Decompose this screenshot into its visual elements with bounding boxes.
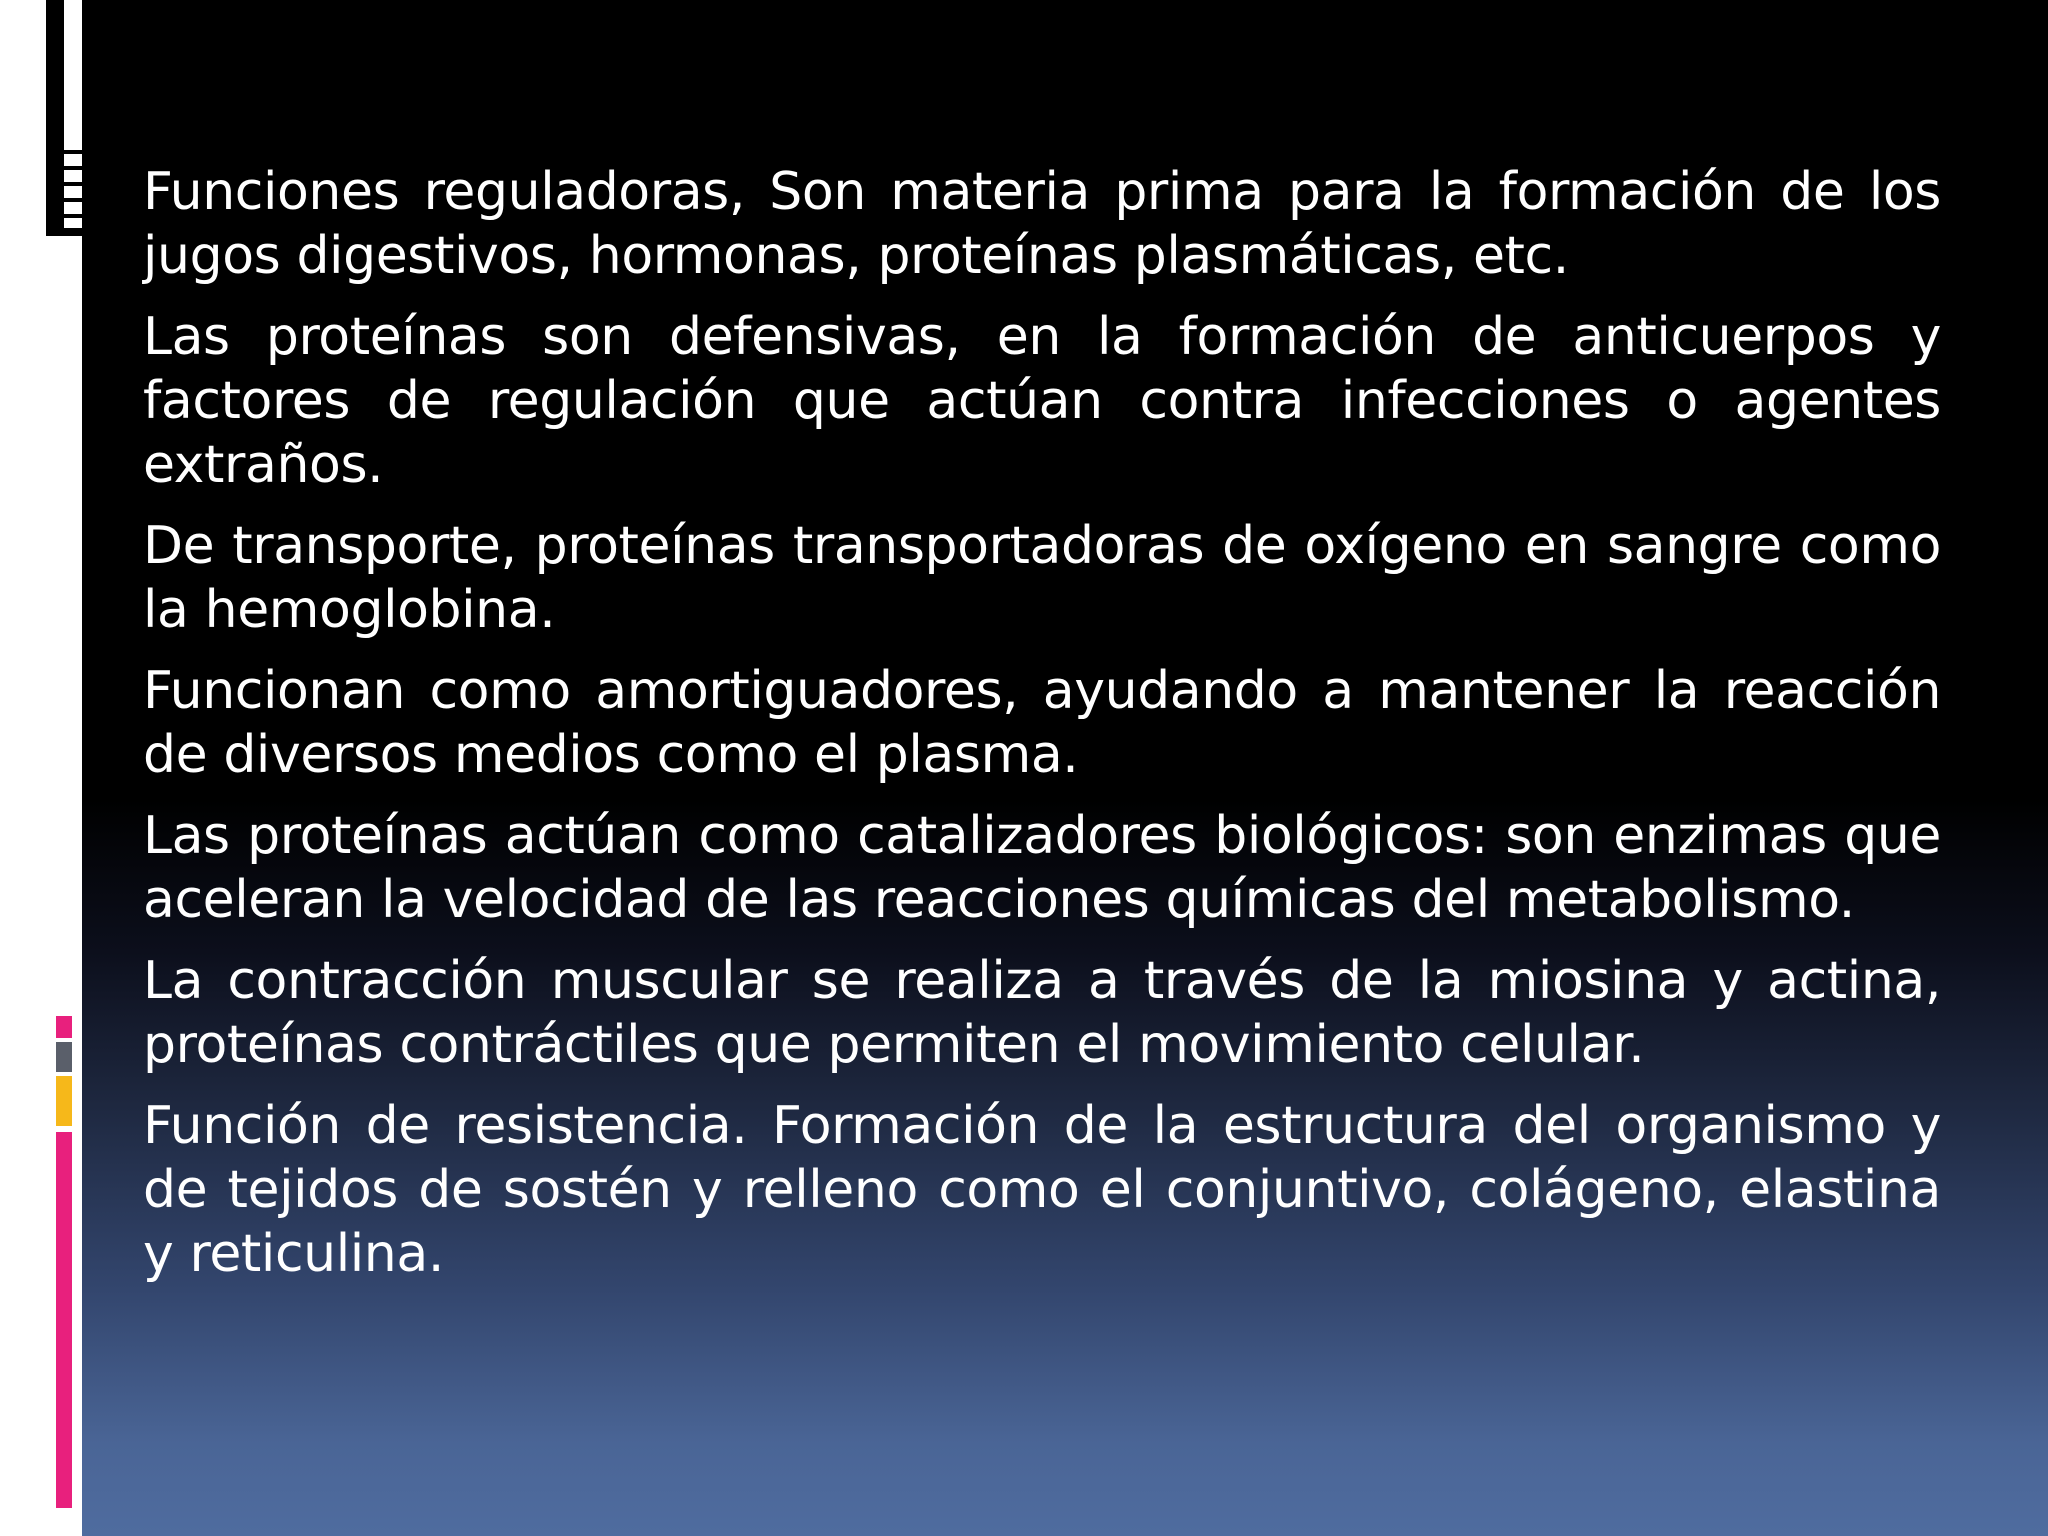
decorative-grey-accent — [56, 1042, 72, 1072]
decorative-orange-accent — [56, 1076, 72, 1126]
decorative-stripe-line — [64, 198, 82, 202]
paragraph-transporte: De transporte, proteínas transportadoras de oxígeno en sangre como la hemoglobina. — [143, 516, 1941, 640]
decorative-stripe-dark — [46, 0, 60, 236]
decorative-stripe-line — [64, 150, 82, 154]
decorative-stripe-line — [64, 214, 82, 218]
paragraph-amortiguadores: Funcionan como amortiguadores, ayudando a mantener la reacción de diversos medios como el plasma. — [143, 661, 1941, 785]
decorative-stripe-line — [64, 166, 82, 170]
decorative-stripe-line — [64, 228, 82, 236]
decorative-stripe-line — [64, 182, 82, 186]
decorative-pink-accent-long — [56, 1132, 72, 1508]
paragraph-funciones-reguladoras: Funciones reguladoras, Son materia prima para la formación de los jugos digestivos, hormonas, proteínas plasmáticas, etc. — [143, 162, 1941, 286]
decorative-pink-accent-small — [56, 1016, 72, 1038]
paragraph-resistencia: Función de resistencia. Formación de la estructura del organismo y de tejidos de sostén y relleno como el conjuntivo, colágeno, elastina y reticulina. — [143, 1096, 1941, 1284]
paragraph-defensivas: Las proteínas son defensivas, en la formación de anticuerpos y factores de regulación que actúan contra infecciones o agentes extraños. — [143, 307, 1941, 495]
paragraph-catalizadores: Las proteínas actúan como catalizadores biológicos: son enzimas que aceleran la velocidad de las reacciones químicas del metabolismo. — [143, 806, 1941, 930]
paragraph-contraccion-muscular: La contracción muscular se realiza a través de la miosina y actina, proteínas contráctiles que permiten el movimiento celular. — [143, 951, 1941, 1075]
slide-body-text — [143, 160, 1941, 1303]
